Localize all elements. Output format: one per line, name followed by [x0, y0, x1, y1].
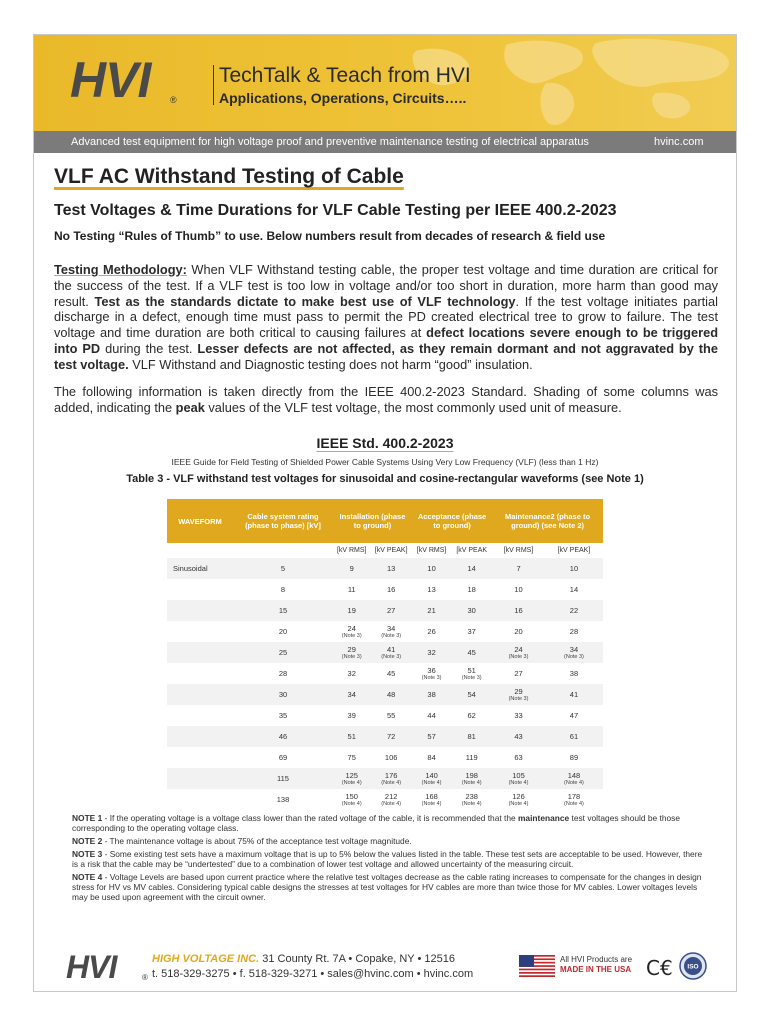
voltage-value: 39 — [347, 711, 356, 720]
voltage-cell — [451, 642, 492, 663]
voltage-cell — [333, 747, 370, 768]
voltage-cell — [370, 684, 411, 705]
note-ref: (Note 4) — [564, 801, 584, 807]
tagline-bar — [34, 131, 736, 153]
waveform-cell — [167, 747, 233, 768]
voltage-value: 75 — [347, 753, 356, 762]
footer — [34, 943, 736, 991]
voltage-value: 55 — [387, 711, 396, 720]
note-label: NOTE 1 — [72, 813, 103, 823]
iso-badge-icon — [679, 952, 707, 980]
voltage-cell — [333, 642, 370, 663]
voltage-value: 63 — [514, 753, 523, 762]
page-title: VLF AC Withstand Testing of Cable — [54, 165, 404, 188]
note-bold: maintenance — [517, 813, 570, 823]
rating-cell: 15 — [233, 600, 333, 621]
unit-label: [kV PEAK] — [374, 547, 408, 554]
voltage-cell — [412, 579, 451, 600]
waveform-cell — [167, 579, 233, 600]
voltage-value: 51 — [347, 732, 356, 741]
voltage-cell — [492, 747, 545, 768]
voltage-cell — [545, 558, 603, 579]
table-header-row — [167, 499, 603, 543]
voltage-cell — [333, 684, 370, 705]
voltage-cell — [545, 747, 603, 768]
units-empty — [167, 543, 233, 558]
voltage-value: 54 — [467, 690, 476, 699]
voltage-value: 41 — [569, 690, 579, 699]
voltage-cell — [412, 663, 451, 684]
voltage-value: 150 — [345, 792, 358, 801]
source-paragraph — [54, 384, 718, 416]
note-ref: (Note 3) — [341, 633, 362, 639]
voltage-cell — [370, 642, 411, 663]
voltage-cell — [412, 642, 451, 663]
voltage-value: 33 — [514, 711, 523, 720]
note-1 — [72, 813, 710, 833]
table-row — [167, 600, 603, 621]
voltage-cell — [333, 558, 370, 579]
note-ref: (Note 4) — [421, 801, 442, 807]
note-text: - If the operating voltage is a voltage class lower than the rated voltage of the cable, it is recommended that the — [102, 813, 518, 823]
voltage-value: 14 — [467, 564, 476, 573]
voltage-cell — [545, 705, 603, 726]
voltage-value: 18 — [467, 585, 476, 594]
voltage-value: 9 — [349, 564, 354, 573]
note-ref: (Note 3) — [381, 633, 402, 639]
footer-hvi-logo: HVI — [66, 949, 117, 985]
series-subtitle: Applications, Operations, Circuits….. — [219, 90, 467, 106]
voltage-cell — [545, 726, 603, 747]
voltage-cell — [412, 789, 451, 810]
voltage-cell — [545, 642, 603, 663]
voltage-value: 238 — [465, 792, 478, 801]
voltage-cell — [370, 726, 411, 747]
header-waveform: WAVEFORM — [167, 499, 233, 543]
para-text: The following information is taken directly from the IEEE 400.2-2023 Standard. Shading of some columns was added, indicating the — [54, 384, 718, 415]
rating-cell: 5 — [233, 558, 333, 579]
company-name: HIGH VOLTAGE INC. — [152, 953, 260, 965]
header-acceptance: Acceptance (phase to ground) — [412, 499, 492, 543]
us-flag-icon — [519, 955, 555, 977]
note-ref: (Note 4) — [461, 780, 482, 786]
voltage-cell — [492, 621, 545, 642]
voltage-value: 29 — [347, 645, 356, 654]
note-ref: (Note 4) — [381, 780, 402, 786]
note-text: - Voltage Levels are based upon current practice where the relative test voltages decrease as the cable rating increases to compensate for the changes in design stress for HV vs MV cables. Considering typical cable designs the stresses at test voltages for HV cables are more than twice those for MV cables. Lower voltages levels may be used upon agreement with the circuit owner. — [72, 872, 702, 902]
voltage-value: 26 — [427, 627, 436, 636]
voltage-value: 10 — [569, 564, 579, 573]
vlf-test-voltage-table — [167, 499, 603, 810]
voltage-value: 37 — [467, 627, 476, 636]
voltage-value: 24 — [514, 645, 523, 654]
waveform-cell — [167, 705, 233, 726]
table-title: Table 3 - VLF withstand test voltages for sinusoidal and cosine-rectangular waveforms (see Note 1) — [126, 473, 644, 485]
voltage-value: 10 — [514, 585, 523, 594]
rating-cell: 35 — [278, 711, 288, 720]
voltage-cell — [333, 789, 370, 810]
header-maintenance: Maintenance2 (phase to ground) (see Note 2) — [492, 499, 603, 543]
voltage-cell — [370, 705, 411, 726]
page-subtitle: Test Voltages & Time Durations for VLF Cable Testing per IEEE 400.2-2023 — [54, 202, 617, 219]
note-ref: (Note 4) — [341, 780, 362, 786]
voltage-cell — [451, 621, 492, 642]
voltage-value: 14 — [569, 585, 579, 594]
made-in-usa-line-1: All HVI Products are — [560, 955, 633, 964]
waveform-cell — [167, 621, 233, 642]
voltage-cell — [451, 747, 492, 768]
voltage-cell — [412, 747, 451, 768]
ce-mark-icon: C€ — [646, 956, 673, 980]
voltage-value: 36 — [427, 666, 436, 675]
waveform-cell — [167, 642, 233, 663]
header-rating: Cable system rating (phase to phase) [kV] — [233, 499, 333, 543]
voltage-value: 34 — [347, 690, 356, 699]
voltage-value: 61 — [569, 732, 579, 741]
header-banner — [34, 35, 736, 131]
table-row — [167, 705, 603, 726]
voltage-cell — [370, 579, 411, 600]
voltage-value: 51 — [467, 666, 476, 675]
voltage-value: 119 — [465, 753, 478, 762]
voltage-value: 168 — [425, 792, 438, 801]
voltage-value: 29 — [514, 687, 523, 696]
voltage-cell — [492, 600, 545, 621]
voltage-cell — [333, 726, 370, 747]
voltage-value: 27 — [514, 669, 523, 678]
para-bold: peak — [175, 399, 205, 415]
note-label: NOTE 3 — [72, 849, 103, 859]
footer-contact: t. 518-329-3275 • f. 518-329-3271 • sales@hvinc.com • hvinc.com — [152, 968, 474, 980]
voltage-cell — [545, 663, 603, 684]
voltage-value: 13 — [387, 564, 396, 573]
voltage-value: 89 — [569, 753, 579, 762]
standard-title — [34, 435, 736, 451]
header-installation: Installation (phase to ground) — [333, 499, 412, 543]
voltage-value: 106 — [384, 753, 398, 762]
table-row — [167, 684, 603, 705]
note-ref: (Note 4) — [508, 780, 529, 786]
voltage-cell — [492, 684, 545, 705]
rating-cell: 28 — [278, 669, 288, 678]
hvi-logo: HVI — [70, 52, 151, 108]
table-row — [167, 726, 603, 747]
voltage-cell — [451, 663, 492, 684]
voltage-cell — [492, 705, 545, 726]
voltage-value: 105 — [512, 771, 525, 780]
voltage-value: 41 — [387, 645, 396, 654]
rating-cell: 115 — [233, 768, 333, 789]
series-title: TechTalk & Teach from HVI — [219, 64, 471, 87]
methodology-paragraph — [54, 262, 718, 373]
voltage-value: 7 — [516, 564, 521, 573]
voltage-value: 44 — [427, 711, 436, 720]
voltage-cell — [545, 768, 603, 789]
para-text: during the test. — [100, 340, 198, 356]
waveform-cell — [167, 726, 233, 747]
voltage-value: 198 — [465, 771, 478, 780]
voltage-value: 178 — [567, 792, 581, 801]
voltage-value: 24 — [347, 624, 356, 633]
note-ref: (Note 3) — [461, 675, 482, 681]
made-in-usa-line-2: MADE IN THE USA — [560, 965, 632, 974]
subnote: No Testing “Rules of Thumb” to use. Below numbers result from decades of research & field use — [54, 229, 606, 243]
tagline: Advanced test equipment for high voltage proof and preventive maintenance testing of electrical apparatus — [71, 136, 589, 148]
footer-registered-mark: ® — [142, 973, 148, 982]
voltage-value: 38 — [427, 690, 436, 699]
voltage-cell — [451, 558, 492, 579]
waveform-cell — [167, 663, 233, 684]
notes-section — [72, 813, 710, 905]
voltage-value: 176 — [384, 771, 398, 780]
voltage-cell — [451, 705, 492, 726]
unit-label: [kV RMS] — [416, 547, 447, 554]
voltage-cell — [370, 600, 411, 621]
note-ref: (Note 4) — [461, 801, 482, 807]
note-label: NOTE 2 — [72, 836, 103, 846]
standard-guide: IEEE Guide for Field Testing of Shielded Power Cable Systems Using Very Low Frequency (VLF) (less than 1 Hz) — [171, 457, 599, 467]
note-ref: (Note 3) — [564, 654, 584, 660]
table-row — [167, 663, 603, 684]
voltage-value: 72 — [387, 732, 396, 741]
voltage-value: 22 — [569, 606, 579, 615]
voltage-cell — [412, 684, 451, 705]
note-text: - The maintenance voltage is about 75% of the acceptance test voltage magnitude. — [102, 836, 412, 846]
rating-cell: 25 — [233, 642, 333, 663]
voltage-cell — [492, 768, 545, 789]
voltage-value: 62 — [467, 711, 476, 720]
note-ref: (Note 4) — [564, 780, 584, 786]
standard-title-text: IEEE Std. 400.2-2023 — [316, 435, 454, 451]
note-2 — [72, 836, 710, 846]
registered-mark: ® — [170, 95, 177, 105]
table-row — [167, 642, 603, 663]
document-page — [33, 34, 737, 992]
units-empty — [233, 543, 333, 558]
voltage-cell — [412, 768, 451, 789]
voltage-value: 30 — [467, 606, 476, 615]
rating-cell: 46 — [233, 726, 333, 747]
voltage-cell — [451, 684, 492, 705]
voltage-cell — [492, 789, 545, 810]
voltage-cell — [333, 579, 370, 600]
voltage-value: 45 — [387, 669, 396, 678]
note-ref: (Note 3) — [381, 654, 402, 660]
para-bold: Test as the standards dictate to make best use of VLF technology — [94, 293, 516, 309]
voltage-cell — [451, 768, 492, 789]
note-3 — [72, 849, 710, 869]
voltage-cell — [492, 663, 545, 684]
unit-label: [kV PEAK — [456, 547, 488, 554]
voltage-cell — [451, 579, 492, 600]
voltage-value: 11 — [347, 585, 356, 594]
table-row — [167, 789, 603, 810]
voltage-value: 81 — [467, 732, 476, 741]
voltage-value: 45 — [467, 648, 476, 657]
voltage-value: 48 — [387, 690, 396, 699]
voltage-value: 47 — [569, 711, 579, 720]
voltage-cell — [370, 747, 411, 768]
rating-cell: 30 — [233, 684, 333, 705]
voltage-cell — [370, 621, 411, 642]
waveform-cell — [167, 684, 233, 705]
voltage-value: 32 — [427, 648, 436, 657]
voltage-value: 21 — [427, 606, 436, 615]
voltage-cell — [333, 621, 370, 642]
rating-cell: 8 — [280, 585, 286, 594]
para-text: values of the VLF test voltage, the most commonly used unit of measure. — [204, 399, 622, 415]
voltage-cell — [370, 789, 411, 810]
voltage-cell — [545, 579, 603, 600]
voltage-value: 126 — [512, 792, 525, 801]
waveform-cell: Sinusoidal — [167, 558, 233, 579]
website-link[interactable]: hvinc.com — [654, 136, 704, 148]
note-text: test voltages should be those corresponding to the operating voltage class. — [72, 813, 680, 833]
unit-label: [kV RMS] — [336, 547, 367, 554]
voltage-cell — [333, 663, 370, 684]
iso-label: ISO — [687, 963, 699, 971]
voltage-cell — [412, 600, 451, 621]
note-ref: (Note 3) — [508, 654, 529, 660]
voltage-value: 16 — [514, 606, 523, 615]
waveform-cell — [167, 600, 233, 621]
note-label: NOTE 4 — [72, 872, 103, 882]
voltage-value: 212 — [384, 792, 398, 801]
company-address: 31 County Rt. 7A • Copake, NY • 12516 — [259, 953, 455, 965]
voltage-value: 13 — [427, 585, 436, 594]
voltage-cell — [412, 558, 451, 579]
voltage-cell — [492, 726, 545, 747]
voltage-cell — [451, 789, 492, 810]
voltage-cell — [412, 726, 451, 747]
rating-cell: 20 — [278, 627, 288, 636]
voltage-value: 27 — [387, 606, 396, 615]
note-ref: (Note 4) — [421, 780, 442, 786]
units-row — [167, 543, 603, 558]
voltage-cell — [492, 579, 545, 600]
waveform-cell — [167, 789, 233, 810]
para-bold: Lesser defects are not affected, as they remain dormant and not aggravated by the test voltage. — [54, 340, 718, 372]
voltage-cell — [412, 621, 451, 642]
voltage-cell — [545, 789, 603, 810]
voltage-value: 28 — [569, 627, 579, 636]
voltage-cell — [370, 768, 411, 789]
voltage-cell — [412, 705, 451, 726]
voltage-value: 84 — [427, 753, 436, 762]
note-ref: (Note 3) — [508, 696, 529, 702]
para-text: . If the test voltage initiates partial discharge in a defect, enough time must pass to permit the PD created electrical tree to grow to failure. The test voltage and time duration are both critical to causing failures at — [54, 293, 718, 341]
voltage-value: 19 — [347, 606, 356, 615]
note-ref: (Note 3) — [421, 675, 442, 681]
para-text: When VLF Withstand testing cable, the proper test voltage and time duration are critical for the success of the test. If a VLF test is too low in voltage and/or too short in duration, more harm than good may result. — [54, 262, 718, 309]
para-text: VLF Withstand and Diagnostic testing does not harm “good” insulation. — [128, 356, 533, 372]
voltage-value: 57 — [427, 732, 436, 741]
voltage-value: 34 — [569, 645, 579, 654]
voltage-cell — [492, 558, 545, 579]
footer-company-line — [152, 953, 455, 965]
voltage-value: 20 — [514, 627, 523, 636]
waveform-cell — [167, 768, 233, 789]
unit-label: [kV PEAK] — [557, 547, 591, 554]
note-4 — [72, 872, 710, 902]
note-ref: (Note 4) — [381, 801, 402, 807]
note-ref: (Note 3) — [341, 654, 362, 660]
voltage-value: 125 — [345, 771, 358, 780]
voltage-cell — [451, 600, 492, 621]
note-ref: (Note 4) — [508, 801, 529, 807]
voltage-cell — [545, 684, 603, 705]
para-bold: defect locations severe enough to be triggered into PD — [54, 325, 719, 356]
voltage-value: 16 — [387, 585, 396, 594]
voltage-value: 10 — [427, 564, 436, 573]
unit-label: [kV RMS] — [503, 547, 534, 554]
table-row — [167, 579, 603, 600]
voltage-value: 148 — [567, 771, 581, 780]
voltage-cell — [545, 600, 603, 621]
voltage-value: 34 — [387, 624, 396, 633]
voltage-cell — [451, 726, 492, 747]
rating-cell: 69 — [278, 753, 288, 762]
table-row — [167, 621, 603, 642]
table-row — [167, 768, 603, 789]
voltage-value: 32 — [347, 669, 356, 678]
voltage-cell — [370, 558, 411, 579]
voltage-cell — [545, 621, 603, 642]
voltage-value: 43 — [514, 732, 523, 741]
methodology-label: Testing Methodology: — [54, 262, 187, 277]
rating-cell: 138 — [276, 795, 290, 804]
voltage-cell — [492, 642, 545, 663]
table-row — [167, 747, 603, 768]
voltage-value: 140 — [425, 771, 438, 780]
voltage-cell — [333, 705, 370, 726]
voltage-cell — [333, 768, 370, 789]
table-row — [167, 558, 603, 579]
voltage-cell — [370, 663, 411, 684]
header-divider — [213, 65, 214, 105]
voltage-value: 38 — [569, 669, 579, 678]
voltage-cell — [333, 600, 370, 621]
note-text: - Some existing test sets have a maximum voltage that is up to 5% below the values listed in the table. These test sets are acceptable to be used. However, there is a risk that the cable may be “undertested” due to a combination of lower test voltage and allowed uncertainty of the measuring circuit. — [72, 849, 703, 869]
note-ref: (Note 4) — [341, 801, 362, 807]
